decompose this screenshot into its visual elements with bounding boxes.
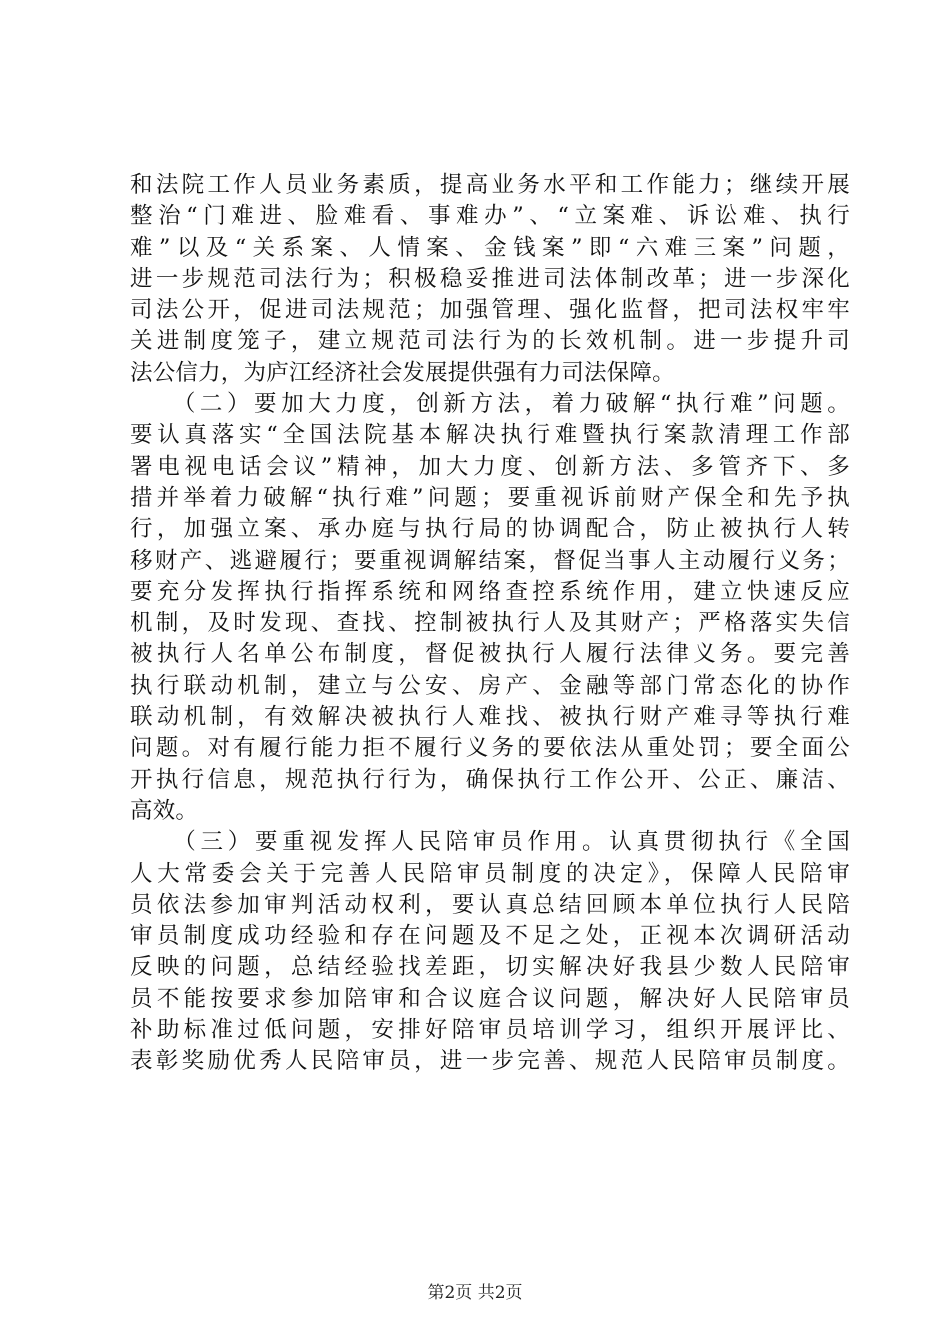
text-line: 法公信力，为庐江经济社会发展提供强有力司法保障。	[130, 359, 675, 386]
text-line: 反映的问题，总结经验找差距，切实解决好我县少数人民陪审	[130, 954, 850, 981]
text-line: 审员制度成功经验和存在问题及不足之处，正视本次调研活动	[130, 923, 850, 950]
text-line: 人大常委会关于完善人民陪审员制度的决定》，保障人民陪审	[130, 860, 850, 887]
text-line: 移财产、逃避履行；要重视调解结案，督促当事人主动履行义务；	[130, 547, 850, 574]
document-body	[130, 170, 850, 1078]
text-line: 开执行信息，规范执行行为，确保执行工作公开、公正、廉洁、	[130, 766, 850, 793]
text-line: 问题。对有履行能力拒不履行义务的要依法从重处罚；要全面公	[130, 735, 850, 762]
text-line: 要充分发挥执行指挥系统和网络查控系统作用，建立快速反应	[130, 578, 850, 605]
text-line: 署电视电话会议”精神，加大力度、创新方法、多管齐下、多	[130, 453, 850, 480]
text-line: 高效。	[130, 797, 199, 824]
text-line: 表彰奖励优秀人民陪审员，进一步完善、规范人民陪审员制度。	[130, 1048, 850, 1075]
text-line: 机制，及时发现、查找、控制被执行人及其财产；严格落实失信	[130, 610, 850, 637]
text-line: （三）要重视发挥人民陪审员作用。认真贯彻执行《全国	[130, 829, 850, 856]
text-line: 补助标准过低问题，安排好陪审员培训学习，组织开展评比、	[130, 1017, 850, 1044]
text-line: （二）要加大力度，创新方法，着力破解“执行难”问题。	[130, 391, 850, 418]
text-line: 行，加强立案、承办庭与执行局的协调配合，防止被执行人转	[130, 516, 850, 543]
text-line: 关进制度笼子，建立规范司法行为的长效机制。进一步提升司	[130, 328, 850, 355]
page-footer: 第2页 共2页	[427, 1283, 523, 1303]
text-line: 进一步规范司法行为；积极稳妥推进司法体制改革；进一步深化	[130, 265, 850, 292]
text-line: 员不能按要求参加陪审和合议庭合议问题，解决好人民陪审员	[130, 985, 850, 1012]
text-line: 和法院工作人员业务素质，提高业务水平和工作能力；继续开展	[130, 172, 850, 198]
text-line: 执行联动机制，建立与公安、房产、金融等部门常态化的协作	[130, 672, 850, 699]
text-line: 难”以及“关系案、人情案、金钱案”即“六难三案”问题，	[130, 234, 850, 261]
text-line: 整治“门难进、脸难看、事难办”、“立案难、诉讼难、执行	[130, 203, 850, 230]
text-line: 司法公开，促进司法规范；加强管理、强化监督，把司法权牢牢	[130, 297, 850, 324]
text-line: 要认真落实“全国法院基本解决执行难暨执行案款清理工作部	[130, 422, 850, 449]
text-line: 措并举着力破解“执行难”问题；要重视诉前财产保全和先予执	[130, 484, 850, 511]
text-line: 被执行人名单公布制度，督促被执行人履行法律义务。要完善	[130, 641, 850, 668]
text-line: 联动机制，有效解决被执行人难找、被执行财产难寻等执行难	[130, 704, 850, 731]
text-line: 员依法参加审判活动权利，要认真总结回顾本单位执行人民陪	[130, 891, 850, 918]
